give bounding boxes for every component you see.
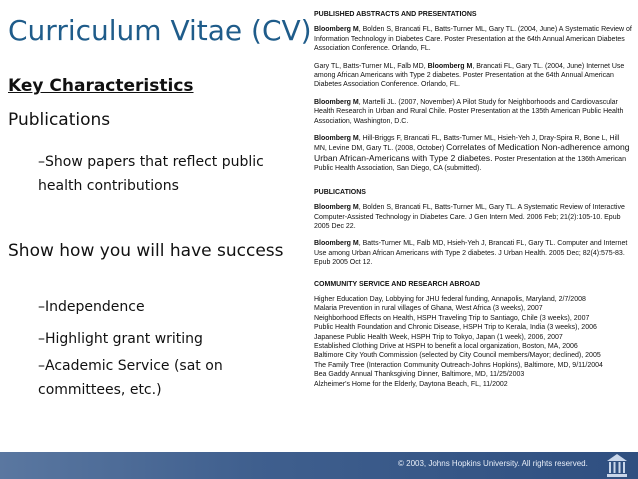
author-name: Bloomberg M	[314, 240, 359, 248]
list-item: The Family Tree (Interaction Community Outreach-Johns Hopkins), Baltimore, MD, 9/11/2004	[314, 361, 603, 369]
list-item: Alzheimer's Home for the Elderly, Daytona Beach, FL, 11/2002	[314, 380, 508, 388]
abstract-entry	[314, 98, 632, 126]
list-item: Neighborhood Effects on Health, HSPH Traveling Trip to Santiago, Chile (3 weeks), 2007	[314, 314, 590, 322]
section-title-abstracts: PUBLISHED ABSTRACTS AND PRESENTATIONS	[314, 11, 477, 18]
author-name: Bloomberg M	[314, 26, 359, 34]
bullet-show-papers: –Show papers that reflect public health contributions	[38, 154, 264, 194]
cv-excerpt	[314, 10, 632, 389]
slide-title: Curriculum Vitae (CV)	[8, 14, 312, 47]
entry-text: , Bolden S, Brancati FL, Batts-Turner ML, Gary TL. (2004, June) A Systematic Review of Information Technology in Diabetes Care. Poster Presentation at the 64th Annual American Diabetes Association Conference. Orlando, FL.	[314, 26, 632, 53]
entry-text: , Bolden S, Brancati FL, Batts-Turner ML, Gary TL. A Systematic Review of Interactive Computer-Assisted Technology in Diabetes Care. J Gen Intern Med. 2006 Feb; 21(2):105-10. Epub 2005 Dec 22.	[314, 204, 625, 230]
key-characteristics-heading: Key Characteristics	[8, 76, 194, 96]
publication-entry	[314, 239, 632, 267]
service-list	[314, 295, 632, 389]
bullet-academic-service: –Academic Service (sat on committees, etc.)	[38, 358, 223, 398]
entry-text: Poster Presentation at the 136th American Public Health Association, San Diego, CA (submitted).	[314, 155, 626, 173]
show-success-heading: Show how you will have success	[8, 241, 284, 261]
publications-heading: Publications	[8, 110, 111, 130]
university-seal-icon	[604, 452, 630, 479]
entry-text: Gary TL, Batts-Turner ML, Falb MD,	[314, 62, 428, 70]
author-name: Bloomberg M	[314, 98, 359, 106]
entry-title-large: Correlates of Medication Non-adherence among Urban African-Americans with Type 2 diabetes.	[314, 142, 630, 163]
section-title-publications: PUBLICATIONS	[314, 188, 366, 196]
list-item: Japanese Public Health Week, HSPH Trip to Tokyo, Japan (1 week), 2006, 2007	[314, 333, 563, 341]
abstract-entry	[314, 134, 632, 174]
author-name: Bloomberg M	[427, 62, 473, 70]
entry-text: , Batts-Turner ML, Falb MD, Hsieh-Yeh J, Brancati FL, Gary TL. Computer and Internet Use among Urban African Americans with Type 2 diabetes. J Urban Health. 2005 Dec; 82(4):575-83. Epub 2005 Oct 12.	[314, 240, 628, 267]
list-item: Higher Education Day, Lobbying for JHU federal funding, Annapolis, Maryland, 2/7/2008	[314, 295, 586, 303]
copyright-text: © 2003, Johns Hopkins University. All rights reserved.	[398, 459, 588, 468]
abstract-entry	[314, 25, 632, 53]
list-item: Malaria Prevention in rural villages of Ghana, West Africa (3 weeks), 2007	[314, 305, 543, 313]
author-name: Bloomberg M	[314, 204, 359, 212]
list-item: Bea Gaddy Annual Thanksgiving Dinner, Baltimore, MD, 11/25/2003	[314, 371, 525, 379]
bullet-grant-writing: –Highlight grant writing	[38, 331, 203, 347]
list-item: Public Health Foundation and Chronic Disease, HSPH Trip to Kerala, India (3 weeks), 2006	[314, 324, 597, 332]
abstract-entry	[314, 62, 632, 90]
author-name: Bloomberg M	[314, 135, 359, 143]
section-title-community-service: COMMUNITY SERVICE AND RESEARCH ABROAD	[314, 280, 481, 288]
entry-text: , Martelli JL. (2007, November) A Pilot Study for Neighborhoods and Cardiovascular Health Research in Urban and Rural Chile. Poster Presentation at the 135th American Public Health Association, Washington, D.C.	[314, 98, 624, 125]
bullet-independence: –Independence	[38, 299, 145, 315]
list-item: Established Clothing Drive at HSPH to benefit a local organization, Boston, MA, 2006	[314, 342, 578, 350]
entry-text: , Hill-Briggs F, Brancati FL, Batts-Turner ML, Hsieh-Yeh J, Dray-Spira R, Bone L, Hill MN, Levine DM, Gary TL. (2008, October)	[314, 135, 620, 153]
entry-text: , Brancati FL, Gary TL. (2004, June) Internet Use among African Americans with Type 2 diabetes. Poster Presentation at the 64th Annual American Diabetes Association Conference. Orlando, FL.	[314, 62, 625, 89]
publication-entry	[314, 203, 632, 231]
list-item: Baltimore City Youth Commission (selected by City Council members/Mayor; declined), 2005	[314, 352, 601, 360]
